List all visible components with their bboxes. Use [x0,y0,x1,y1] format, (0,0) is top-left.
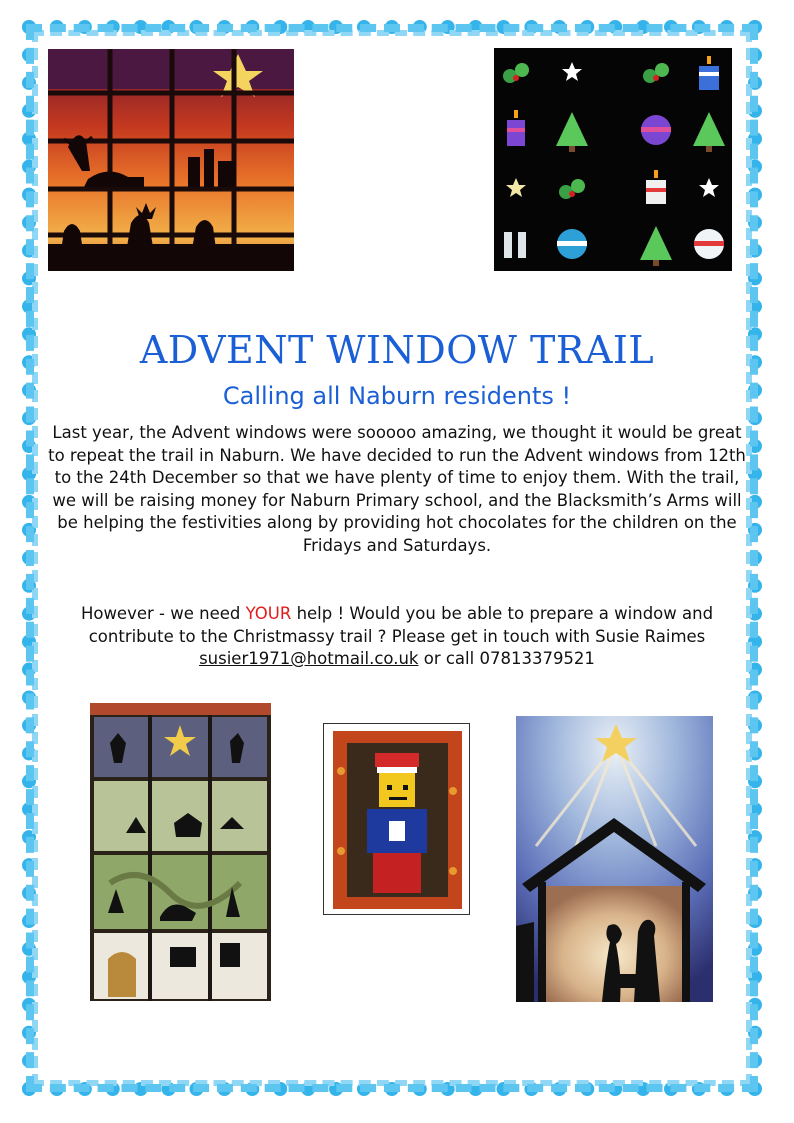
contact-phone: 07813379521 [479,649,595,668]
help-paragraph [48,603,746,671]
help-prefix: However - we need [80,604,246,623]
intro-paragraph: Last year, the Advent windows were sooooo amazing, we thought it would be great to repeat the trail in Naburn. We have decided to run the Advent windows from 12th to the 24th December so that we have plenty of time to enjoy them. With the trail, we will be raising money for Naburn Primary school, and the Blacksmith’s Arms will be helping the festivities along by providing hot chocolates for the children on the Fridays and Saturdays. [48,423,746,555]
help-emphasis: YOUR [245,604,292,623]
phone-prefix: or call [418,649,480,668]
contact-email-link[interactable]: susier1971@hotmail.co.uk [199,649,419,668]
photo-three-kings-window [48,49,294,271]
photo-nativity-panels-window [90,703,271,1001]
help-suffix: help ! Would you be able to prepare a window and contribute to the Christmassy trail ? Please get in touch with Susie Raimes [88,604,714,646]
photo-christmas-icons-window [494,48,732,271]
photo-nativity-stable-window [516,716,713,1002]
poster-subtitle: Calling all Naburn residents ! [222,382,572,410]
poster-title: ADVENT WINDOW TRAIL [139,328,655,372]
photo-lego-figure-window [333,731,462,909]
